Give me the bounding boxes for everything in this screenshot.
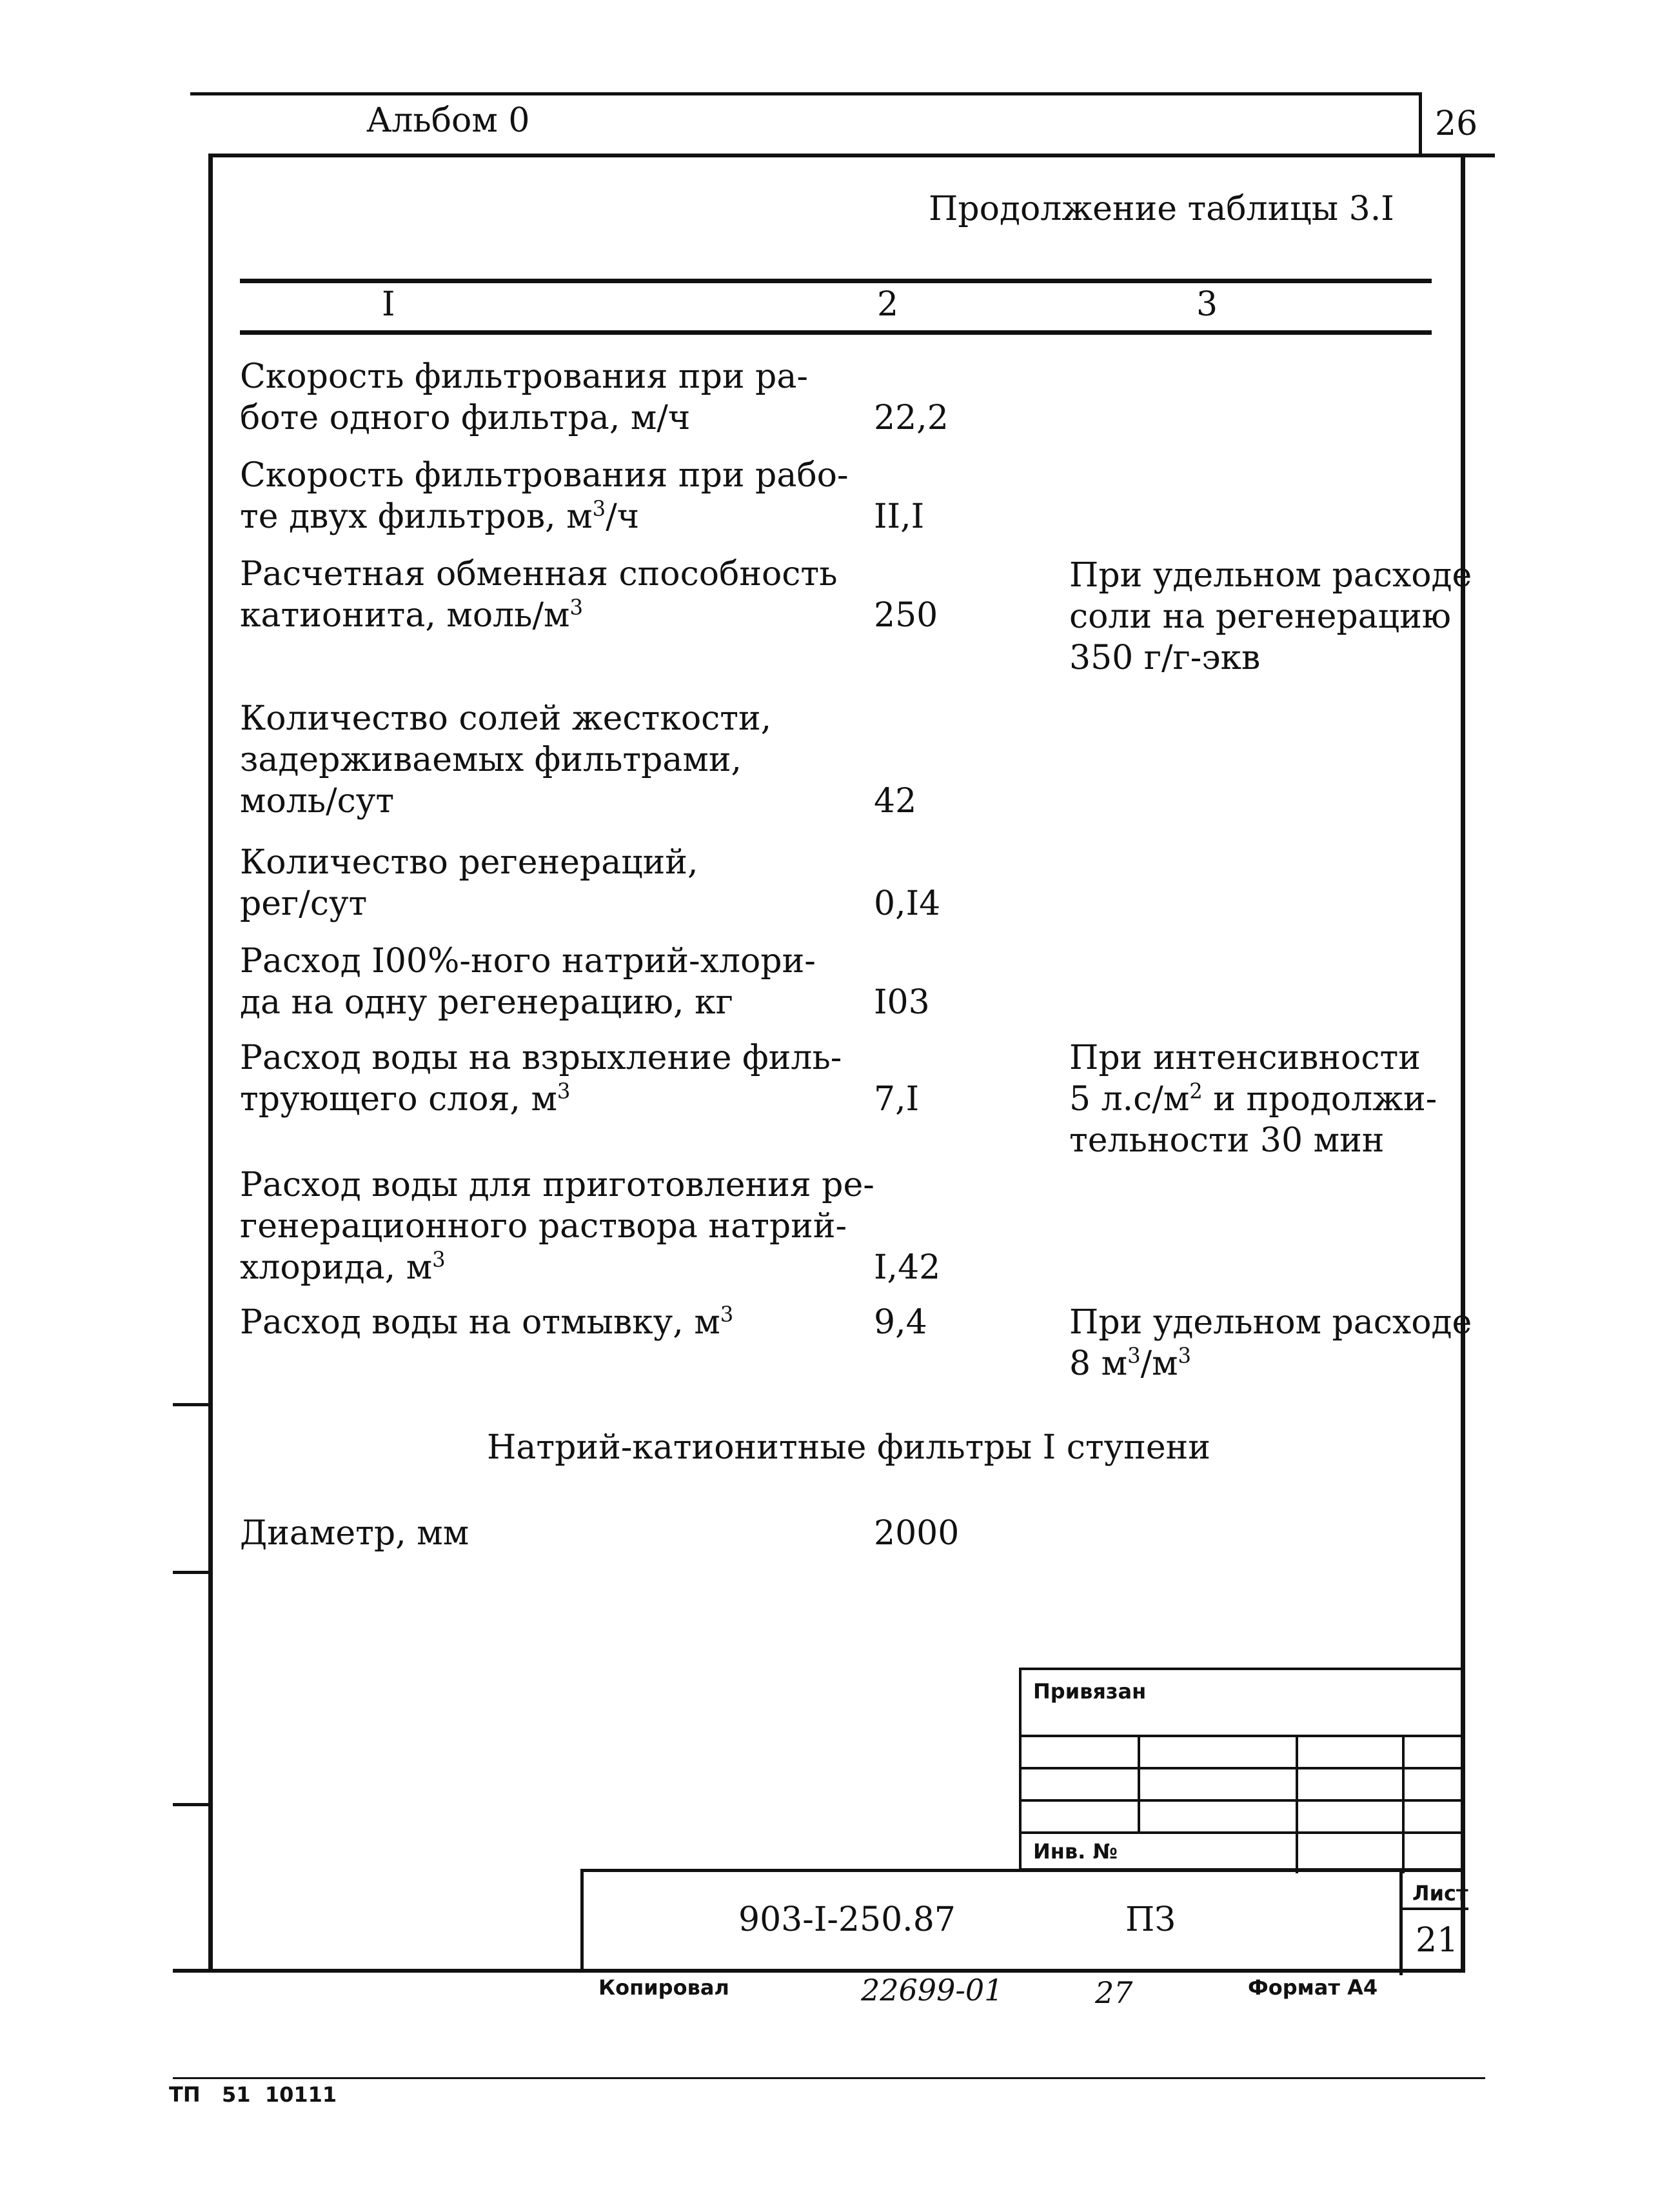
binding-stamp: [1019, 1668, 1465, 1871]
row-note: [1069, 555, 1472, 679]
note-line: При удельном расходе: [1069, 1303, 1472, 1342]
row-label-line: те двух фильтров, $м^3/ч$: [240, 496, 640, 536]
list-number: 21: [1416, 1921, 1459, 1960]
table-header-top-rule: [240, 279, 1432, 283]
table-row: [240, 455, 849, 537]
doc-code: 903-I-250.87: [738, 1900, 956, 1939]
row-label-line: трующего слоя, $м^3$: [240, 1079, 571, 1119]
table-row: [240, 1037, 842, 1120]
note-line: При интенсивности: [1069, 1039, 1421, 1077]
row-label-line: Расход I00%-ного натрий-хлори-: [240, 942, 816, 981]
table-row: [240, 842, 698, 924]
margin-tick: [173, 1803, 212, 1806]
column-header-1: I: [382, 285, 395, 324]
list-label: Лист: [1412, 1881, 1468, 1906]
row-label-line: да на одну регенерацию, кг: [240, 983, 733, 1022]
row-value: 42: [874, 782, 917, 821]
row-value: 9,4: [874, 1303, 927, 1342]
note-line: 5 $л.с/м^2$ и продолжи-: [1069, 1079, 1437, 1119]
table-row: [240, 1164, 874, 1288]
table-row: [240, 553, 838, 636]
row-label-line: катионита, моль/$м^3$: [240, 595, 583, 635]
note-line: соли на регенерацию: [1069, 597, 1452, 636]
row-label-line: боте одного фильтра, м/ч: [240, 399, 691, 437]
kopiroval-label: Копировал: [598, 1975, 729, 2000]
row-value: I03: [874, 983, 930, 1022]
table-row: [240, 1302, 733, 1343]
page-number-divider: [1419, 92, 1422, 154]
margin-tick: [173, 1571, 212, 1574]
row-label-line: хлорида, $м^3$: [240, 1247, 446, 1287]
column-header-2: 2: [877, 285, 899, 324]
row-label-line: задерживаемых фильтрами,: [240, 741, 742, 779]
order-number: 22699-01: [861, 1973, 1003, 2008]
row-value: 250: [874, 596, 938, 635]
privyazan-label: Привязан: [1033, 1679, 1147, 1704]
format-label: Формат А4: [1248, 1975, 1378, 2000]
album-label: Альбом 0: [366, 101, 530, 140]
note-line: тельности 30 мин: [1069, 1121, 1385, 1160]
frame-left: [208, 154, 213, 1973]
diameter-label: Диаметр, мм: [240, 1514, 469, 1553]
row-label-line: Скорость фильтрования при рабо-: [240, 456, 849, 495]
note-line: 8 $м^3/м^3$: [1069, 1343, 1192, 1383]
table-row: [240, 941, 816, 1023]
row-label-line: Расход воды на взрыхление филь-: [240, 1039, 842, 1077]
note-line: 350 г/г-экв: [1069, 639, 1261, 677]
copy-number: 27: [1095, 1975, 1133, 2010]
row-value: 22,2: [874, 399, 949, 437]
table-row: [240, 698, 771, 822]
margin-tick: [173, 1403, 212, 1406]
tp-code: ТП 51 10111: [169, 2082, 337, 2107]
row-label-line: Количество солей жесткости,: [240, 699, 772, 738]
diameter-value: 2000: [874, 1514, 960, 1553]
row-note: [1069, 1037, 1437, 1161]
row-label-line: моль/сут: [240, 782, 395, 821]
page-number: 26: [1435, 105, 1478, 143]
row-note: [1069, 1302, 1472, 1384]
header-top-rule: [190, 92, 1422, 95]
row-value: 0,I4: [874, 884, 941, 923]
table-header-bottom-rule: [240, 330, 1432, 335]
title-block: [580, 1869, 1468, 1972]
row-label-line: Расход воды для приготовления ре-: [240, 1166, 874, 1204]
doc-type: ПЗ: [1125, 1900, 1176, 1939]
row-label-line: генерационного раствора натрий-: [240, 1207, 847, 1246]
frame-top: [208, 154, 1495, 157]
row-value: II,I: [874, 497, 925, 536]
row-label-line: Расход воды на отмывку, $м^3$: [240, 1302, 734, 1342]
column-header-3: 3: [1196, 285, 1218, 324]
continuation-title: Продолжение таблицы 3.I: [929, 190, 1394, 228]
row-label-line: Количество регенераций,: [240, 843, 698, 882]
row-label-line: Скорость фильтрования при ра-: [240, 357, 808, 396]
section-title: Натрий-катионитные фильтры I ступени: [487, 1428, 1210, 1467]
row-value: 7,I: [874, 1080, 920, 1119]
inv-label: Инв. №: [1033, 1839, 1118, 1864]
bottom-rule: [173, 2077, 1485, 2079]
table-row: [240, 356, 808, 439]
row-label-line: Расчетная обменная способность: [240, 555, 838, 593]
row-label-line: рег/сут: [240, 884, 368, 923]
note-line: При удельном расходе: [1069, 556, 1472, 595]
row-value: I,42: [874, 1248, 941, 1287]
